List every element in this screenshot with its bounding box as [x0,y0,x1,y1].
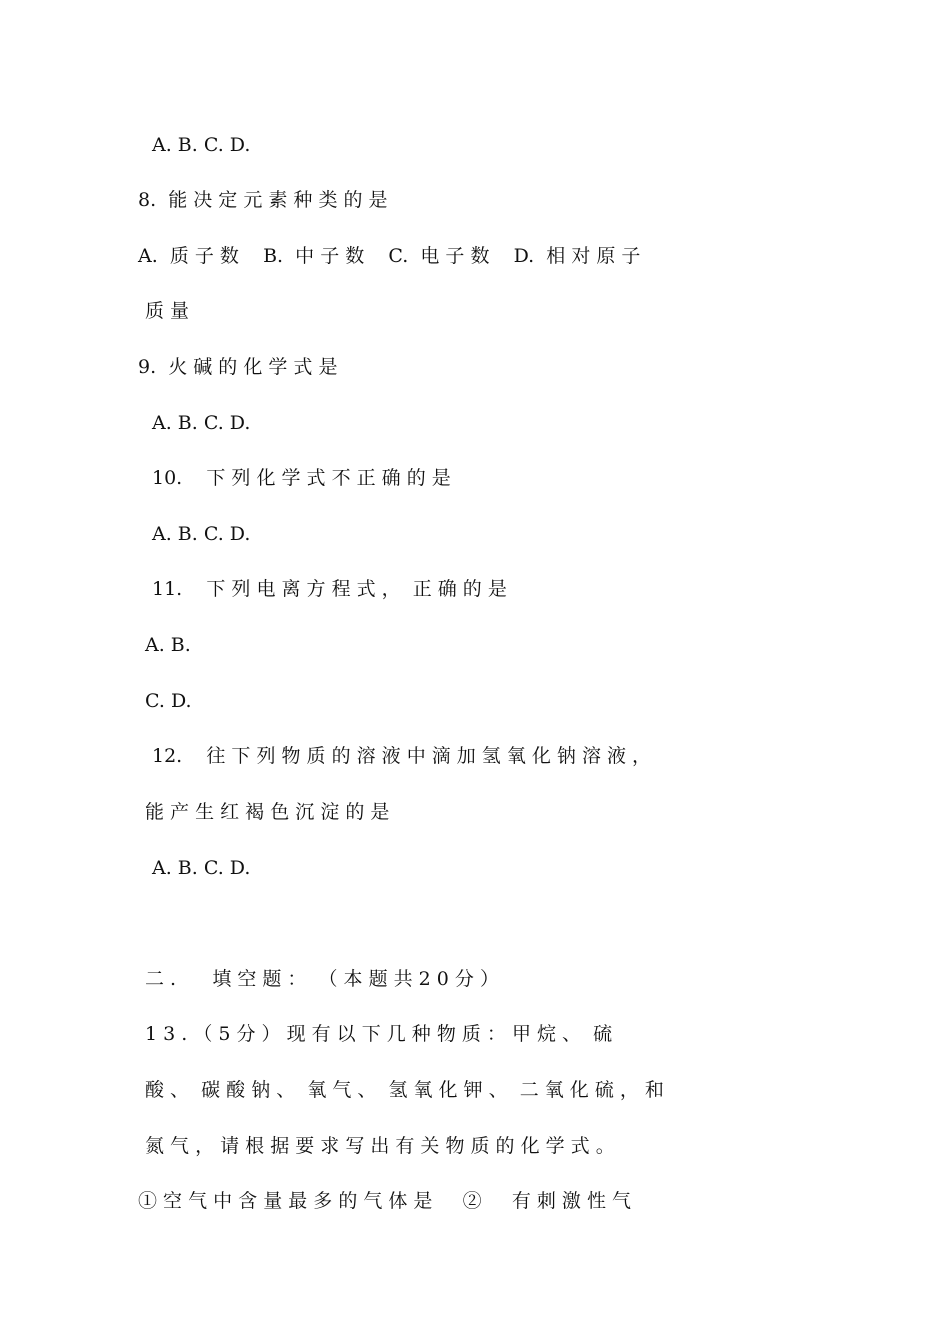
q9-options: A. B. C. D. [152,412,251,434]
q9-stem: 9. 火 碱 的 化 学 式 是 [138,356,338,378]
q13-stem: 1 3 . （ 5 分 ） 现 有 以 下 几 种 物 质 ： 甲 烷 、 硫 [145,1023,613,1045]
q7-options: A. B. C. D. [152,134,251,156]
q12-stem-continued: 能 产 生 红 褐 色 沉 淀 的 是 [145,801,390,823]
q10-stem: 10. 下 列 化 学 式 不 正 确 的 是 [152,467,451,489]
q13-subquestions: ① 空 气 中 含 量 最 多 的 气 体 是 ② 有 刺 激 性 气 [138,1190,631,1212]
q8-stem: 8. 能 决 定 元 素 种 类 的 是 [138,189,388,211]
q11-options-row1: A. B. [145,634,191,656]
q8-options: A. 质 子 数 B. 中 子 数 C. 电 子 数 D. 相 对 原 子 [138,245,641,267]
q12-options: A. B. C. D. [152,857,251,879]
q13-stem-line2: 酸 、 碳 酸 钠 、 氧 气 、 氢 氧 化 钾 、 二 氧 化 硫 ， 和 [145,1079,664,1101]
q12-stem: 12. 往 下 列 物 质 的 溶 液 中 滴 加 氢 氧 化 钠 溶 液 ， [152,745,652,767]
q11-stem: 11. 下 列 电 离 方 程 式 ， 正 确 的 是 [152,578,507,600]
q11-options-row2: C. D. [145,690,192,712]
q13-stem-line3: 氮 气 ， 请 根 据 要 求 写 出 有 关 物 质 的 化 学 式 。 [145,1135,615,1157]
q8-options-continued: 质 量 [145,300,190,322]
section-two-heading: 二 . 填 空 题 ： （ 本 题 共 2 0 分 ） [145,968,499,990]
q10-options: A. B. C. D. [152,523,251,545]
